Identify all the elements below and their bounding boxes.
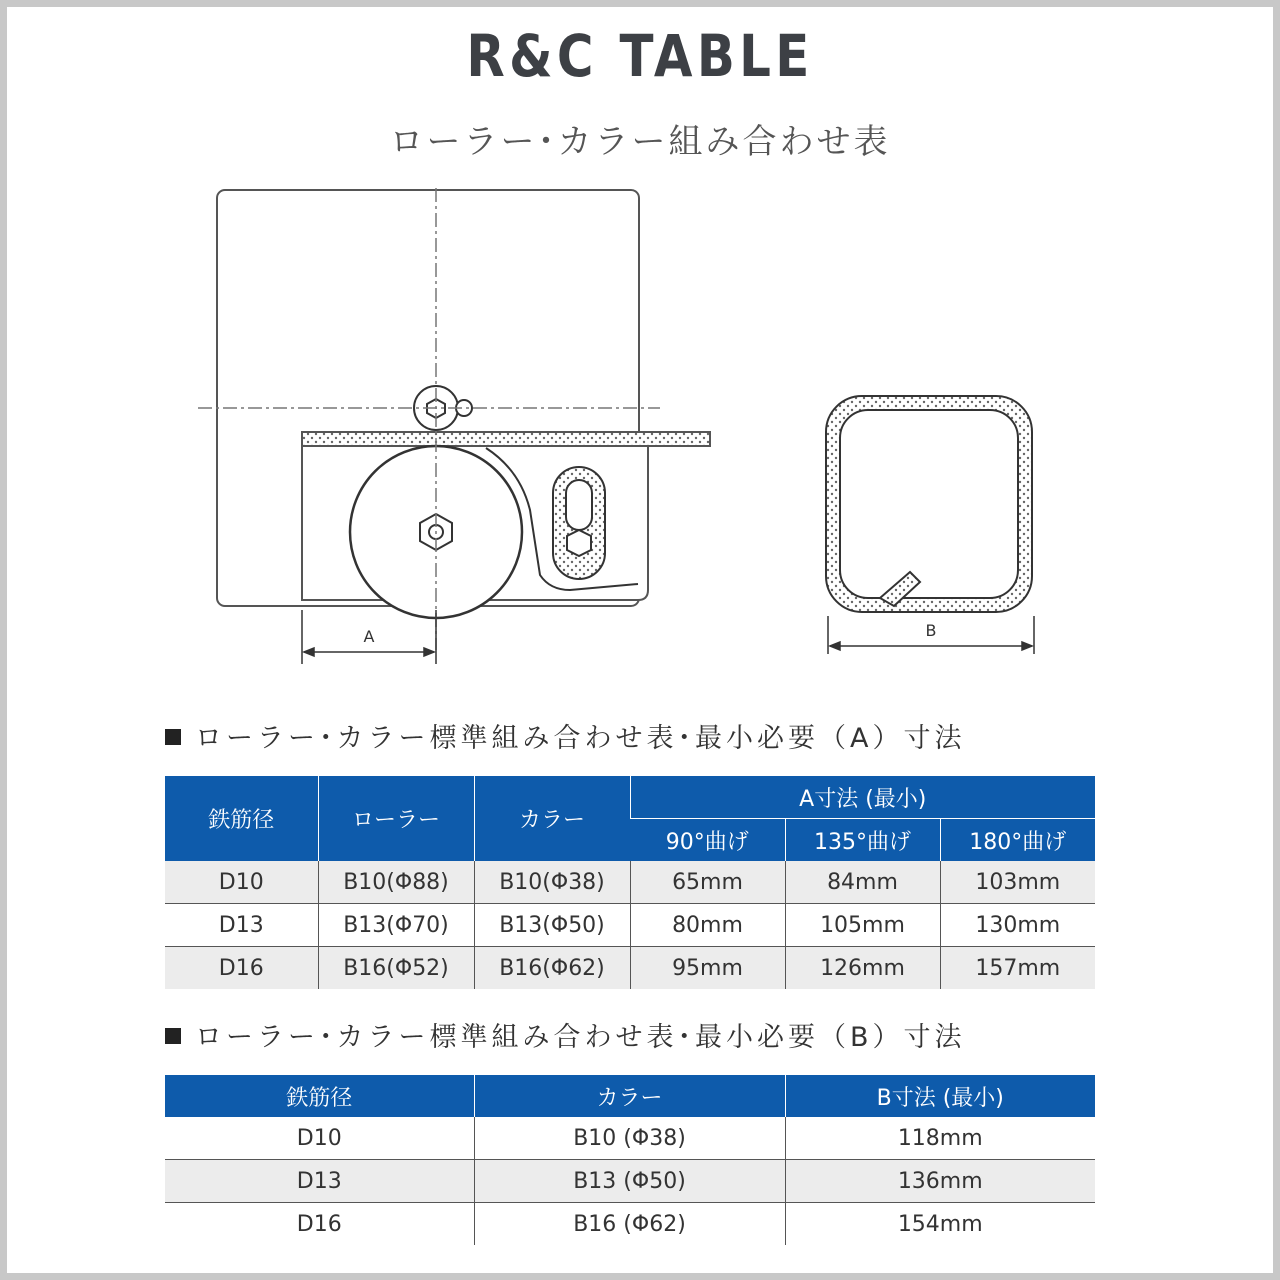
header-bend-135: 135°曲げ xyxy=(785,819,940,862)
table-cell: D13 xyxy=(165,1160,474,1203)
table-row xyxy=(165,947,1095,990)
table-cell: B10 (Φ38) xyxy=(474,1117,785,1160)
page-title: R&C TABLE xyxy=(466,22,814,90)
table-row xyxy=(165,904,1095,947)
table-a xyxy=(165,776,1095,989)
table-cell: B16 (Φ62) xyxy=(474,1203,785,1246)
table-cell: 84mm xyxy=(785,861,940,904)
table-cell: B16(Φ52) xyxy=(318,947,474,990)
table-cell: D16 xyxy=(296,1211,342,1237)
table-cell: 157mm xyxy=(940,947,1095,990)
table-cell: B10(Φ88) xyxy=(318,861,474,904)
table-cell: B16(Φ62) xyxy=(474,947,630,990)
square-bullet-icon xyxy=(165,729,181,745)
header-collar: カラー xyxy=(474,776,630,861)
table-cell: B13(Φ50) xyxy=(474,904,630,947)
dimension-b-label: B xyxy=(925,621,937,640)
header-a-dimension: A寸法 (最小) xyxy=(630,776,1095,819)
header-rebar: 鉄筋径 xyxy=(165,1075,474,1117)
section-b-heading xyxy=(165,1015,966,1054)
table-b xyxy=(165,1075,1095,1245)
table-cell: D10 xyxy=(165,1117,474,1160)
header-rebar: 鉄筋径 xyxy=(165,776,318,861)
header-roller: ローラー xyxy=(318,776,474,861)
table-row xyxy=(165,1117,1095,1160)
table-cell: 65mm xyxy=(630,861,785,904)
section-b-heading-text: ローラー･カラー標準組み合わせ表･最小必要（B）寸法 xyxy=(195,1022,966,1053)
header-bend-180: 180°曲げ xyxy=(940,819,1095,862)
table-cell: B13(Φ70) xyxy=(318,904,474,947)
table-cell: 118mm xyxy=(785,1117,1095,1160)
table-cell: 130mm xyxy=(940,904,1095,947)
header-collar: カラー xyxy=(474,1075,785,1117)
table-cell: 136mm xyxy=(785,1160,1095,1203)
table-cell: 126mm xyxy=(785,947,940,990)
table-row xyxy=(165,1160,1095,1203)
header-b-dimension: B寸法 (最小) xyxy=(785,1075,1095,1117)
section-a-heading-text: ローラー･カラー標準組み合わせ表･最小必要（A）寸法 xyxy=(195,723,966,754)
table-cell: 154mm xyxy=(785,1203,1095,1246)
table-cell: B10(Φ38) xyxy=(474,861,630,904)
table-cell: D10 xyxy=(165,861,318,904)
table-cell: 103mm xyxy=(940,861,1095,904)
table-row xyxy=(165,1203,1095,1246)
table-cell: 80mm xyxy=(630,904,785,947)
table-cell: 105mm xyxy=(785,904,940,947)
page-subtitle: ローラー･カラー組み合わせ表 xyxy=(389,122,891,162)
table-cell: D16 xyxy=(165,947,318,990)
table-cell: D13 xyxy=(165,904,318,947)
dimension-a-label: A xyxy=(363,627,375,646)
section-a-heading xyxy=(165,716,965,755)
header-bend-90: 90°曲げ xyxy=(630,819,785,862)
technical-drawing xyxy=(190,180,1060,680)
table-cell: 95mm xyxy=(630,947,785,990)
square-bullet-icon xyxy=(165,1028,181,1044)
table-row xyxy=(165,861,1095,904)
table-cell: B13 (Φ50) xyxy=(474,1160,785,1203)
